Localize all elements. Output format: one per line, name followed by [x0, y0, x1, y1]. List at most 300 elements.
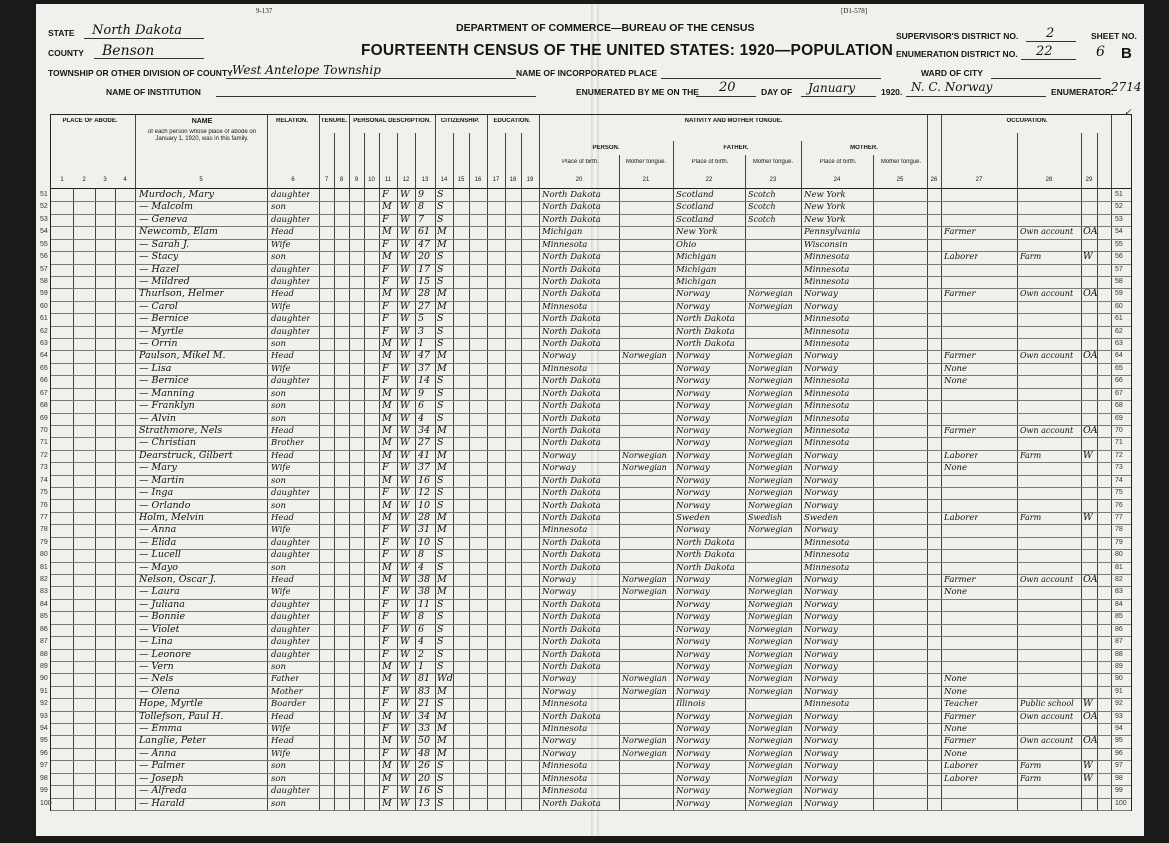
mother-birthplace: Minnesota: [804, 550, 850, 561]
occupation: Laborer: [944, 512, 979, 523]
class-of-worker: W: [1083, 251, 1093, 263]
father-birthplace: Michigan: [676, 264, 717, 275]
line-number: 81: [40, 563, 48, 571]
line-number: 76: [40, 501, 48, 509]
form-code: [D1-578]: [841, 7, 868, 15]
father-birthplace: Norway: [676, 301, 710, 312]
line-number-right: 71: [1115, 439, 1123, 447]
marital-status: S: [437, 201, 444, 213]
marital-status: S: [437, 412, 444, 424]
birthplace: North Dakota: [542, 339, 601, 350]
class-of-worker: OA: [1083, 710, 1098, 722]
marital-status: S: [437, 636, 444, 648]
sex: F: [382, 275, 389, 287]
table-row: [40, 437, 1131, 450]
mother-birthplace: Sweden: [804, 512, 839, 523]
column-number: 28: [1045, 177, 1053, 183]
father-tongue: Norwegian: [748, 599, 793, 609]
birthplace: Norway: [542, 463, 576, 474]
age: 4: [418, 412, 425, 424]
birthplace: Norway: [542, 674, 576, 685]
mother-birthplace: Minnesota: [804, 314, 850, 325]
birthplace: North Dakota: [542, 661, 601, 672]
father-birthplace: Norway: [676, 575, 710, 586]
industry: Farm: [1020, 252, 1042, 262]
table-row: [40, 226, 1131, 239]
occupation: Laborer: [944, 450, 979, 461]
marital-status: S: [437, 785, 444, 797]
age: 8: [418, 201, 425, 213]
line-number-right: 60: [1115, 302, 1123, 310]
race: W: [400, 424, 410, 436]
age: 81: [418, 673, 431, 685]
father-birthplace: Norway: [676, 351, 710, 362]
enumerated-month: January: [808, 81, 856, 95]
person-name: — Mary: [139, 462, 177, 474]
column-number: 21: [642, 177, 650, 183]
table-row: [40, 747, 1131, 761]
enumerated-label: ENUMERATED BY ME ON THE: [576, 87, 699, 97]
age: 8: [418, 611, 425, 623]
person-name: — Lina: [139, 636, 173, 648]
birthplace: Norway: [542, 450, 576, 461]
age: 5: [418, 313, 425, 325]
race: W: [400, 598, 410, 610]
line-number-right: 83: [1115, 588, 1123, 596]
township-label: TOWNSHIP OR OTHER DIVISION OF COUNTY: [48, 68, 233, 78]
sheet-label: SHEET NO.: [1091, 31, 1137, 41]
mother-tongue: Norwegian: [622, 736, 667, 746]
father-birthplace: Norway: [676, 637, 710, 648]
mother-birthplace: Pennsylvania: [804, 227, 861, 238]
line-number: 94: [40, 725, 48, 733]
marital-status: S: [437, 387, 444, 399]
father-tongue: Norwegian: [748, 661, 793, 671]
mother-birthplace: Norway: [804, 637, 838, 648]
father-birthplace: Norway: [676, 599, 710, 610]
person-name: Paulson, Mikel M.: [139, 350, 226, 362]
mother-birthplace: Norway: [804, 463, 838, 474]
table-row: [40, 313, 1131, 326]
mother-birthplace: Minnesota: [804, 699, 850, 710]
column-number: 9: [354, 177, 359, 183]
table-row: [40, 263, 1131, 277]
ward-label: WARD OF CITY: [921, 68, 983, 78]
race: W: [400, 251, 410, 263]
header-name: NAME: [191, 118, 213, 125]
person-name: — Vern: [139, 660, 174, 672]
table-row: [40, 201, 1131, 214]
race: W: [400, 660, 410, 672]
relation: Head: [271, 351, 294, 362]
relation: Head: [271, 450, 294, 461]
header-nativity: NATIVITY AND MOTHER TONGUE.: [684, 118, 783, 124]
line-number: 95: [40, 737, 48, 745]
mother-birthplace: New York: [804, 202, 846, 213]
relation: Wife: [271, 463, 291, 474]
mother-birthplace: Norway: [804, 500, 838, 511]
industry: Own account: [1020, 351, 1074, 361]
race: W: [400, 313, 410, 325]
race: W: [400, 362, 410, 374]
column-number: 7: [324, 177, 329, 183]
father-tongue: Norwegian: [748, 500, 793, 510]
relation: Boarder: [271, 699, 307, 710]
line-number-right: 52: [1115, 203, 1123, 211]
race: W: [400, 636, 410, 648]
line-number: 82: [40, 576, 48, 584]
table-row: [40, 623, 1131, 637]
table-row: [40, 375, 1131, 388]
marital-status: S: [437, 487, 444, 499]
birthplace: Minnesota: [542, 699, 588, 710]
race: W: [400, 338, 410, 350]
line-number: 93: [40, 712, 48, 720]
column-number: 6: [291, 177, 295, 183]
father-tongue: Norwegian: [748, 488, 793, 498]
person-name: — Mildred: [139, 275, 190, 287]
birthplace: North Dakota: [542, 214, 601, 225]
race: W: [400, 747, 410, 759]
line-number-right: 89: [1115, 662, 1123, 670]
marital-status: S: [437, 772, 444, 784]
margin-note-top: ✓: [1124, 108, 1132, 118]
day-of-label: DAY OF: [761, 87, 793, 97]
column-number: 1: [60, 177, 64, 183]
sex: M: [382, 424, 392, 436]
birthplace: North Dakota: [542, 599, 601, 610]
age: 47: [418, 238, 431, 250]
father-birthplace: Norway: [676, 761, 710, 772]
mother-birthplace: Norway: [804, 686, 838, 697]
relation: son: [271, 500, 286, 511]
race: W: [400, 300, 410, 312]
sex: F: [382, 611, 389, 623]
age: 31: [418, 524, 431, 536]
line-number-right: 70: [1115, 426, 1123, 434]
father-birthplace: North Dakota: [676, 562, 735, 573]
line-number-right: 99: [1115, 787, 1123, 795]
age: 7: [418, 213, 425, 225]
father-tongue: Norwegian: [748, 761, 793, 771]
industry: Public school: [1020, 699, 1074, 709]
birthplace: North Dakota: [542, 202, 601, 213]
line-number: 72: [40, 451, 48, 459]
birthplace: North Dakota: [542, 562, 601, 573]
column-headers: [51, 115, 1131, 189]
marital-status: M: [437, 350, 447, 362]
race: W: [400, 561, 410, 573]
line-number-right: 93: [1115, 712, 1123, 720]
birthplace: North Dakota: [542, 314, 601, 325]
father-tongue: Norwegian: [748, 289, 793, 299]
person-name: Strathmore, Nels: [139, 424, 223, 436]
enum-district-label: ENUMERATION DISTRICT NO.: [896, 49, 1018, 59]
marital-status: S: [437, 325, 444, 337]
father-tongue: Norwegian: [748, 463, 793, 473]
sex: M: [382, 449, 392, 461]
person-name: — Malcolm: [139, 201, 194, 213]
header-name-desc: of each person whose place of abode on January 1, 1920, was in this family.: [147, 129, 257, 142]
age: 8: [418, 549, 425, 561]
occupation: Farmer: [944, 711, 976, 722]
marital-status: M: [437, 449, 447, 461]
sex: F: [382, 685, 389, 697]
sex: M: [382, 797, 392, 809]
mother-birthplace: Norway: [804, 786, 838, 797]
birthplace: North Dakota: [542, 190, 601, 200]
sex: M: [382, 288, 392, 300]
class-of-worker: OA: [1083, 574, 1098, 586]
line-number-right: 88: [1115, 650, 1123, 658]
industry: Farm: [1020, 512, 1042, 522]
relation: Father: [271, 674, 300, 685]
father-birthplace: Ohio: [676, 239, 697, 250]
race: W: [400, 735, 410, 747]
father-tongue: Scotch: [748, 214, 776, 224]
occupation: Farmer: [944, 425, 976, 436]
age: 4: [418, 636, 425, 648]
mother-birthplace: Norway: [804, 363, 838, 374]
class-of-worker: OA: [1083, 424, 1098, 436]
person-name: — Carol: [139, 300, 178, 312]
column-number: 19: [526, 177, 534, 183]
column-number: 13: [421, 177, 429, 183]
marital-status: M: [437, 586, 447, 598]
line-number-right: 94: [1115, 725, 1123, 733]
birthplace: Norway: [542, 736, 576, 747]
age: 10: [418, 536, 431, 548]
column-number: 24: [833, 177, 841, 183]
mother-tongue: Norwegian: [622, 748, 667, 758]
person-name: — Elida: [139, 536, 177, 548]
line-number: 86: [40, 625, 48, 633]
line-number-right: 74: [1115, 476, 1123, 484]
industry: Own account: [1020, 575, 1074, 585]
birthplace: Minnesota: [542, 239, 588, 250]
mother-birthplace: Minnesota: [804, 264, 850, 275]
line-number: 73: [40, 464, 48, 472]
column-number: 17: [492, 177, 500, 183]
father-tongue: Norwegian: [748, 376, 793, 386]
father-birthplace: Sweden: [676, 512, 711, 523]
father-tongue: Norwegian: [748, 786, 793, 796]
race: W: [400, 549, 410, 561]
line-number: 74: [40, 476, 48, 484]
line-number-right: 82: [1115, 576, 1123, 584]
age: 14: [418, 375, 431, 387]
person-name: — Alvin: [139, 412, 176, 424]
table-row: [40, 698, 1131, 711]
father-birthplace: Scotland: [676, 202, 714, 213]
father-tongue: Norwegian: [748, 649, 793, 659]
mother-birthplace: Norway: [804, 624, 838, 635]
table-row: [40, 300, 1131, 314]
line-number: 79: [40, 538, 48, 546]
father-birthplace: North Dakota: [676, 550, 735, 561]
mother-birthplace: Norway: [804, 351, 838, 362]
father-birthplace: Norway: [676, 686, 710, 697]
birthplace: North Dakota: [542, 475, 601, 486]
occupation: None: [944, 724, 968, 735]
industry: Own account: [1020, 227, 1074, 237]
sex: F: [382, 487, 389, 499]
table-row: [40, 189, 1131, 202]
relation: son: [271, 401, 286, 412]
relation: Wife: [271, 724, 291, 735]
race: W: [400, 474, 410, 486]
marital-status: M: [437, 574, 447, 586]
father-tongue: Norwegian: [748, 575, 793, 585]
birthplace: North Dakota: [542, 438, 601, 449]
header-mt-mother: Mother tongue.: [880, 159, 922, 165]
line-number: 58: [40, 277, 48, 285]
line-number-right: 85: [1115, 613, 1123, 621]
enumerator-label: ENUMERATOR.: [1051, 87, 1114, 97]
father-tongue: Swedish: [748, 512, 782, 522]
class-of-worker: W: [1083, 760, 1093, 772]
father-birthplace: Norway: [676, 376, 710, 387]
sex: M: [382, 660, 392, 672]
line-number: 56: [40, 253, 48, 261]
line-number: 80: [40, 551, 48, 559]
line-number: 70: [40, 426, 48, 434]
table-row: [40, 636, 1131, 649]
race: W: [400, 350, 410, 362]
person-name: Hope, Myrtle: [139, 698, 203, 710]
occupation: Farmer: [944, 289, 976, 300]
relation: son: [271, 798, 286, 809]
table-row: [40, 213, 1131, 227]
table-row: [40, 673, 1131, 686]
marital-status: S: [437, 561, 444, 573]
line-number: 85: [40, 613, 48, 621]
line-number-right: 61: [1115, 315, 1123, 323]
father-tongue: Norwegian: [748, 748, 793, 758]
marital-status: S: [437, 338, 444, 350]
person-name: — Franklyn: [139, 400, 195, 412]
mother-tongue: Norwegian: [622, 686, 667, 696]
relation: daughter: [271, 326, 311, 337]
age: 20: [418, 251, 431, 263]
relation: Head: [271, 227, 294, 238]
age: 1: [418, 338, 425, 350]
marital-status: S: [437, 611, 444, 623]
marital-status: S: [437, 499, 444, 511]
relation: Head: [271, 512, 294, 523]
relation: son: [271, 761, 286, 772]
sex: F: [382, 636, 389, 648]
sex: M: [382, 226, 392, 238]
age: 61: [418, 226, 431, 238]
birthplace: Minnesota: [542, 724, 588, 735]
line-number: 54: [40, 228, 48, 236]
relation: Head: [271, 711, 294, 722]
person-name: — Sarah J.: [139, 238, 190, 250]
line-number-right: 92: [1115, 700, 1123, 708]
table-row: [40, 723, 1131, 736]
mother-birthplace: Minnesota: [804, 562, 850, 573]
census-table: [40, 114, 1132, 811]
sex: M: [382, 499, 392, 511]
line-number-right: 78: [1115, 526, 1123, 534]
marital-status: S: [437, 213, 444, 225]
marital-status: M: [437, 735, 447, 747]
mother-birthplace: Minnesota: [804, 388, 850, 399]
race: W: [400, 611, 410, 623]
marital-status: M: [437, 685, 447, 697]
mother-birthplace: Minnesota: [804, 339, 850, 350]
marital-status: M: [437, 238, 447, 250]
father-birthplace: Norway: [676, 463, 710, 474]
marital-status: M: [437, 424, 447, 436]
column-number: 29: [1085, 177, 1093, 183]
age: 38: [418, 574, 431, 586]
relation: daughter: [271, 314, 311, 325]
father-birthplace: Norway: [676, 786, 710, 797]
marital-status: M: [437, 747, 447, 759]
mother-birthplace: Norway: [804, 773, 838, 784]
father-tongue: Norwegian: [748, 736, 793, 746]
mother-birthplace: Norway: [804, 587, 838, 598]
column-number: 20: [575, 177, 583, 183]
relation: Wife: [271, 748, 291, 759]
occupation: None: [944, 674, 968, 685]
mother-birthplace: Norway: [804, 736, 838, 747]
enum-district-value: 22: [1036, 44, 1053, 59]
mother-birthplace: Norway: [804, 475, 838, 486]
line-number-right: 62: [1115, 327, 1123, 335]
race: W: [400, 288, 410, 300]
person-name: — Orrin: [139, 338, 178, 350]
column-number: 3: [103, 177, 107, 183]
father-birthplace: Norway: [676, 724, 710, 735]
relation: Wife: [271, 301, 291, 312]
race: W: [400, 400, 410, 412]
sex: F: [382, 524, 389, 536]
birthplace: Norway: [542, 587, 576, 598]
line-number-right: 90: [1115, 675, 1123, 683]
relation: son: [271, 388, 286, 399]
age: 33: [418, 723, 431, 735]
age: 20: [418, 772, 431, 784]
mother-birthplace: Norway: [804, 674, 838, 685]
line-number: 57: [40, 265, 48, 273]
race: W: [400, 673, 410, 685]
birthplace: North Dakota: [542, 637, 601, 648]
line-number: 67: [40, 389, 48, 397]
sex: F: [382, 747, 389, 759]
line-number: 71: [40, 439, 48, 447]
header-mt-father: Mother tongue.: [752, 159, 794, 165]
industry: Own account: [1020, 289, 1074, 299]
line-number: 53: [40, 215, 48, 223]
relation: daughter: [271, 264, 311, 275]
relation: daughter: [271, 488, 311, 499]
person-name: — Nels: [139, 673, 174, 685]
table-row: [40, 474, 1131, 488]
mother-birthplace: Norway: [804, 301, 838, 312]
person-name: — Joseph: [139, 772, 184, 784]
person-name: — Bernice: [139, 375, 189, 387]
person-name: — Anna: [139, 747, 177, 759]
father-tongue: Norwegian: [748, 686, 793, 696]
institution-label: NAME OF INSTITUTION: [106, 87, 201, 97]
relation: Brother: [271, 438, 305, 449]
birthplace: North Dakota: [542, 550, 601, 561]
line-number: 99: [40, 787, 48, 795]
occupation: None: [944, 686, 968, 697]
